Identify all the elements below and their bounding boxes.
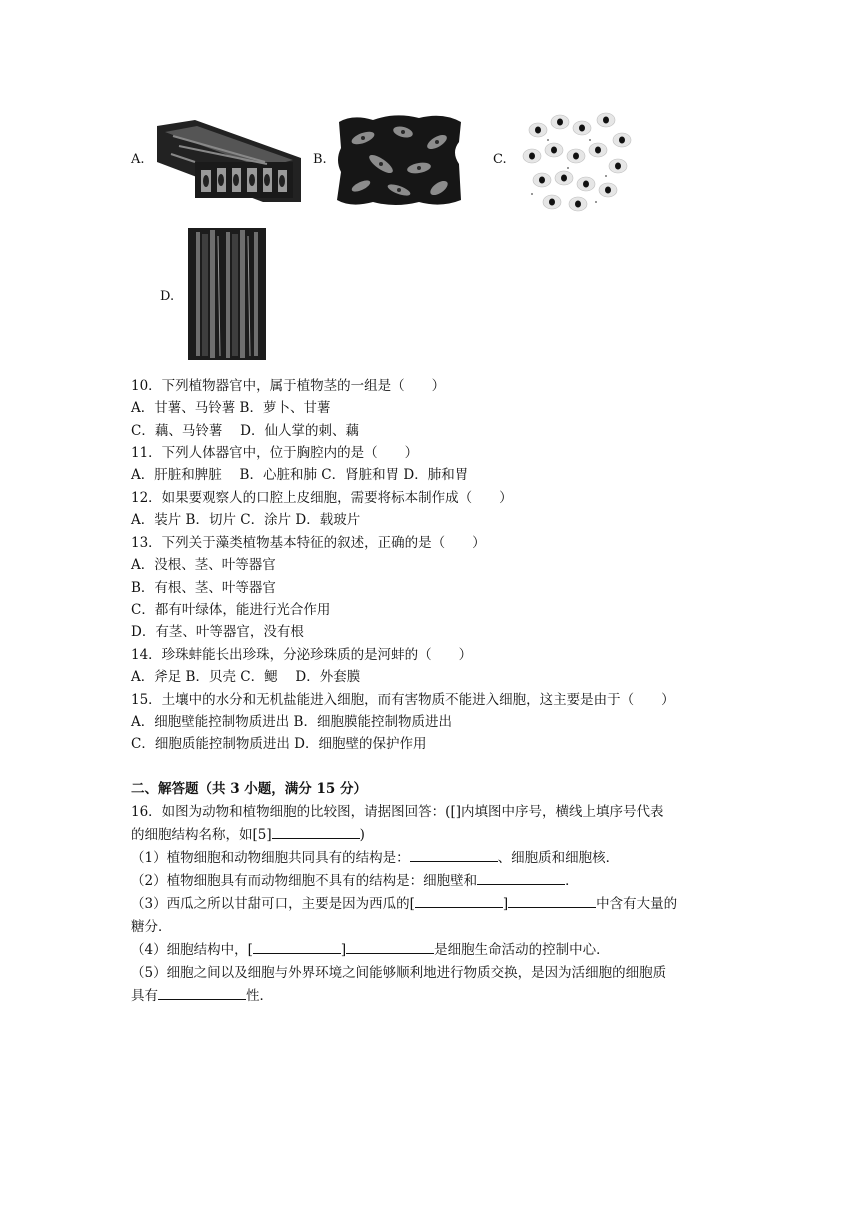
q14-stem: 14．珍珠蚌能长出珍珠，分泌珍珠质的是河蚌的（ ） [131, 647, 473, 663]
q12-stem: 12．如果要观察人的口腔上皮细胞，需要将标本制作成（ ） [131, 490, 513, 506]
option-c-label: C. [493, 152, 507, 167]
q16-stem-line2-text: 的细胞结构名称，如[5] [131, 827, 272, 843]
q16-sub3-bracket: ] [502, 896, 509, 912]
q16-sub3-text: （3）西瓜之所以甘甜可口，主要是因为西瓜的[ [131, 896, 415, 912]
q16-sub5-continued [131, 987, 273, 1005]
answer-blank-4a[interactable] [253, 941, 341, 954]
q10-options-line1: A．甘薯、马铃薯 B．萝卜、甘薯 [131, 400, 331, 416]
q13-option-b: B．有根、茎、叶等器官 [131, 580, 276, 596]
q13-option-c: C．都有叶绿体，能进行光合作用 [131, 602, 331, 618]
q16-sub5-end: 性． [246, 988, 273, 1004]
q12-options: A．装片 B．切片 C．涂片 D．载玻片 [131, 512, 361, 528]
q16-sub3 [131, 895, 677, 913]
section-2-title: 二、解答题（共 3 小题，满分 15 分） [131, 781, 367, 797]
q13-option-d: D．有茎、叶等器官，没有根 [131, 624, 304, 640]
q16-stem-line2-end: ) [359, 827, 365, 843]
answer-blank-5[interactable] [158, 987, 246, 1000]
option-b-label: B. [313, 152, 327, 167]
q13-stem: 13．下列关于藻类植物基本特征的叙述，正确的是（ ） [131, 535, 486, 551]
tissue-image-b [333, 112, 465, 208]
q15-options-line1: A．细胞壁能控制物质进出 B．细胞膜能控制物质进出 [131, 714, 452, 730]
q16-sub1-text: （1）植物细胞和动物细胞共同具有的结构是： [131, 850, 410, 866]
answer-blank-3b[interactable] [508, 895, 596, 908]
q16-stem-line1: 16．如图为动物和植物细胞的比较图，请据图回答：([]内填图中序号，横线上填序号代表 [131, 804, 664, 820]
q16-sub2 [131, 872, 579, 890]
q16-stem-line2 [131, 826, 365, 844]
q16-sub4-end: 是细胞生命活动的控制中心． [434, 942, 610, 958]
answer-blank-4b[interactable] [346, 941, 434, 954]
q11-options: A．肝脏和脾脏 B．心脏和肺 C．肾脏和胃 D．肺和胃 [131, 467, 469, 483]
q16-sub1 [131, 849, 619, 867]
q16-sub4-text: （4）细胞结构中，[ [131, 942, 253, 958]
tissue-image-d [186, 226, 268, 362]
q13-option-a: A．没根、茎、叶等器官 [131, 557, 276, 573]
answer-blank-2[interactable] [477, 872, 565, 885]
q16-sub5: （5）细胞之间以及细胞与外界环境之间能够顺利地进行物质交换，是因为活细胞的细胞质 [131, 965, 667, 981]
q15-options-line2: C．细胞质能控制物质进出 D．细胞壁的保护作用 [131, 736, 427, 752]
tissue-image-c [518, 106, 636, 212]
q16-sub3-end: 中含有大量的 [596, 896, 678, 912]
answer-blank-example [272, 826, 360, 839]
tissue-image-a [155, 118, 303, 204]
q10-options-line2: C．藕、马铃薯 D．仙人掌的刺、藕 [131, 423, 359, 439]
q16-sub3-continued: 糖分． [131, 919, 172, 935]
q16-sub4 [131, 941, 610, 959]
q14-options: A．斧足 B．贝壳 C．鳃 D．外套膜 [131, 669, 361, 685]
q15-stem: 15．土壤中的水分和无机盐能进入细胞，而有害物质不能进入细胞，这主要是由于（ ） [131, 692, 675, 708]
q16-sub1-end: 、细胞质和细胞核． [497, 850, 620, 866]
q16-sub4-bracket: ] [340, 942, 347, 958]
answer-blank-1[interactable] [410, 849, 498, 862]
q11-stem: 11．下列人体器官中，位于胸腔内的是（ ） [131, 445, 419, 461]
q10-stem: 10．下列植物器官中，属于植物茎的一组是（ ） [131, 378, 446, 394]
q16-sub2-end: ． [565, 873, 579, 889]
q16-sub5-text: 具有 [131, 988, 158, 1004]
option-a-label: A. [131, 152, 145, 167]
q16-sub2-text: （2）植物细胞具有而动物细胞不具有的结构是：细胞壁和 [131, 873, 478, 889]
option-d-label: D. [160, 289, 175, 304]
answer-blank-3a[interactable] [415, 895, 503, 908]
